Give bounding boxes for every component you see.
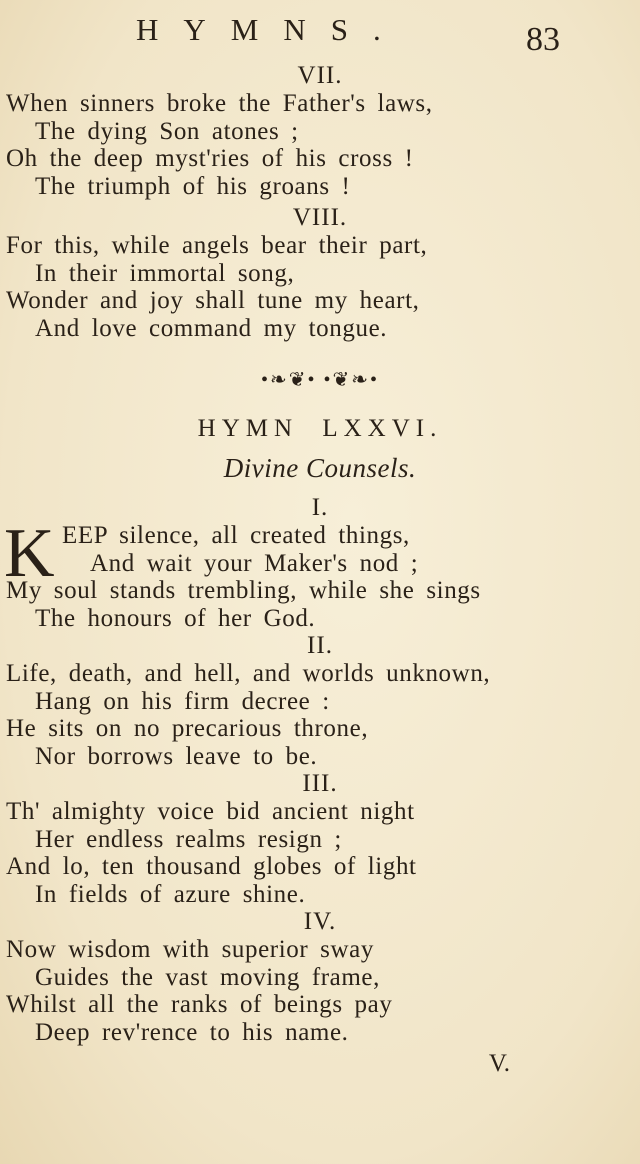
stanza-ii bbox=[0, 632, 640, 770]
verse-line: Hang on his firm decree : bbox=[35, 687, 330, 715]
verse-line: EEP silence, all created things, bbox=[62, 522, 410, 549]
verse-line: And wait your Maker's nod ; bbox=[90, 549, 419, 577]
stanza-numeral: VIII. bbox=[292, 204, 348, 231]
verse-line: My soul stands trembling, while she sings bbox=[6, 577, 481, 604]
verse-line: Wonder and joy shall tune my heart, bbox=[6, 287, 420, 314]
printer-ornament: •❧❦• •❦❧• bbox=[260, 369, 380, 391]
running-title: HYMNS. bbox=[136, 12, 406, 47]
verse-line: The honours of her God. bbox=[35, 604, 316, 632]
verse-line: Whilst all the ranks of beings pay bbox=[6, 991, 393, 1018]
page-number: 83 bbox=[526, 21, 560, 58]
verse-line: Nor borrows leave to be. bbox=[35, 742, 318, 770]
stanza-viii bbox=[0, 204, 640, 342]
verse-line: And love command my tongue. bbox=[35, 314, 388, 342]
verse-line: Life, death, and hell, and worlds unknown, bbox=[6, 660, 491, 687]
verse-line: For this, while angels bear their part, bbox=[6, 232, 428, 259]
verse-line: Th' almighty voice bid ancient night bbox=[6, 798, 415, 825]
verse-line: The dying Son atones ; bbox=[35, 117, 299, 145]
verse-line: In fields of azure shine. bbox=[35, 880, 306, 908]
stanza-iii bbox=[0, 770, 640, 908]
verse-line: And lo, ten thousand globes of light bbox=[6, 853, 417, 880]
stanza-numeral: IV. bbox=[303, 908, 337, 935]
verse-line: He sits on no precarious throne, bbox=[6, 715, 369, 742]
stanza-numeral: II. bbox=[307, 632, 333, 659]
stanza-vii bbox=[0, 62, 640, 200]
verse-line: In their immortal song, bbox=[35, 259, 295, 287]
verse-line: Her endless realms resign ; bbox=[35, 825, 342, 853]
stanza-numeral: VII. bbox=[297, 62, 343, 89]
catchword: V. bbox=[488, 1050, 510, 1077]
stanza-i bbox=[0, 494, 640, 632]
stanza-iv bbox=[0, 908, 640, 1046]
hymn-title: HYMN LXXVI. bbox=[197, 415, 443, 442]
stanza-numeral: III. bbox=[302, 770, 338, 797]
verse-line: Now wisdom with superior sway bbox=[6, 936, 374, 963]
verse-line: Deep rev'rence to his name. bbox=[35, 1018, 349, 1046]
drop-cap: K bbox=[4, 515, 55, 592]
stanza-numeral: I. bbox=[311, 494, 329, 521]
verse-line: Guides the vast moving frame, bbox=[35, 963, 380, 991]
verse-line: When sinners broke the Father's laws, bbox=[6, 90, 433, 117]
verse-line: Oh the deep myst'ries of his cross ! bbox=[6, 145, 414, 172]
hymn-subtitle: Divine Counsels. bbox=[223, 453, 417, 483]
running-head bbox=[0, 10, 640, 58]
verse-line: The triumph of his groans ! bbox=[35, 172, 351, 200]
